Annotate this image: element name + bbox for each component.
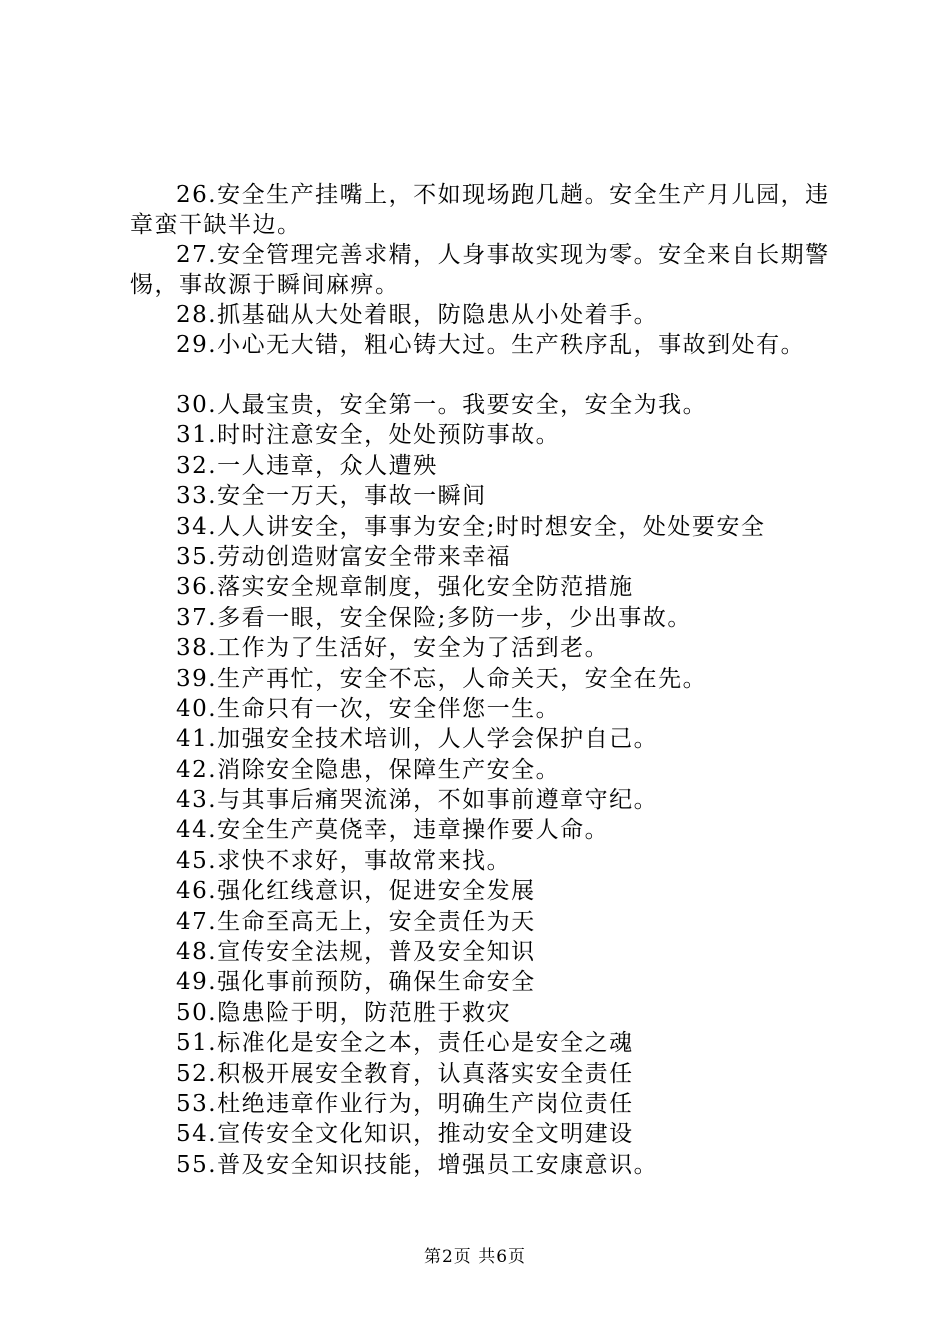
- list-item: 41.加强安全技术培训，人人学会保护自己。: [176, 726, 659, 753]
- list-item: 50.隐患险于明，防范胜于救灾: [176, 999, 512, 1026]
- list-item: 45.求快不求好，事故常来找。: [176, 847, 512, 874]
- list-item: 46.强化红线意识，促进安全发展: [176, 878, 536, 905]
- list-item: 30.人最宝贵，安全第一。我要安全，安全为我。: [176, 392, 708, 418]
- list-item: 48.宣传安全法规，普及安全知识: [176, 939, 536, 966]
- list-item: 38.工作为了生活好，安全为了活到老。: [176, 635, 610, 662]
- paragraph-28: 28.抓基础从大处着眼，防隐患从小处着手。: [176, 302, 659, 328]
- list-item: 49.强化事前预防，确保生命安全: [176, 969, 536, 996]
- list-item: 51.标准化是安全之本，责任心是安全之魂: [176, 1030, 634, 1057]
- list-item: 44.安全生产莫侥幸，违章操作要人命。: [176, 817, 610, 844]
- list-item: 55.普及安全知识技能，增强员工安康意识。: [176, 1151, 659, 1178]
- list-item: 36.落实安全规章制度，强化安全防范措施: [176, 574, 634, 601]
- paragraph-26: 26.安全生产挂嘴上，不如现场跑几趟。安全生产月儿园，违章蛮干缺半边。: [130, 182, 830, 238]
- list-item: 35.劳动创造财富安全带来幸福: [176, 543, 512, 570]
- list-item: 42.消除安全隐患，保障生产安全。: [176, 756, 561, 783]
- list-item: 40.生命只有一次，安全伴您一生。: [176, 695, 561, 722]
- list-item: 43.与其事后痛哭流涕，不如事前遵章守纪。: [176, 787, 659, 814]
- page-number-footer: 第2页 共6页: [423, 1247, 527, 1267]
- paragraph-29: 29.小心无大错，粗心铸大过。生产秩序乱，事故到处有。: [176, 332, 806, 358]
- list-item: 54.宣传安全文化知识，推动安全文明建设: [176, 1121, 634, 1148]
- paragraph-27: 27.安全管理完善求精，人身事故实现为零。安全来自长期警惕，事故源于瞬间麻痹。: [130, 242, 830, 298]
- list-item: 53.杜绝违章作业行为，明确生产岗位责任: [176, 1090, 634, 1117]
- list-item: 39.生产再忙，安全不忘，人命关天，安全在先。: [176, 665, 708, 692]
- list-item: 47.生命至高无上，安全责任为天: [176, 908, 536, 935]
- slogan-list: [176, 390, 765, 1180]
- list-item: 32.一人违章，众人遭殃: [176, 452, 438, 479]
- list-item: 52.积极开展安全教育，认真落实安全责任: [176, 1060, 634, 1087]
- list-item: 37.多看一眼，安全保险;多防一步，少出事故。: [176, 604, 692, 631]
- list-item: 31.时时注意安全，处处预防事故。: [176, 422, 561, 449]
- list-item: 34.人人讲安全，事事为安全;时时想安全，处处要安全: [176, 513, 766, 540]
- list-item: 33.安全一万天，事故一瞬间: [176, 483, 487, 510]
